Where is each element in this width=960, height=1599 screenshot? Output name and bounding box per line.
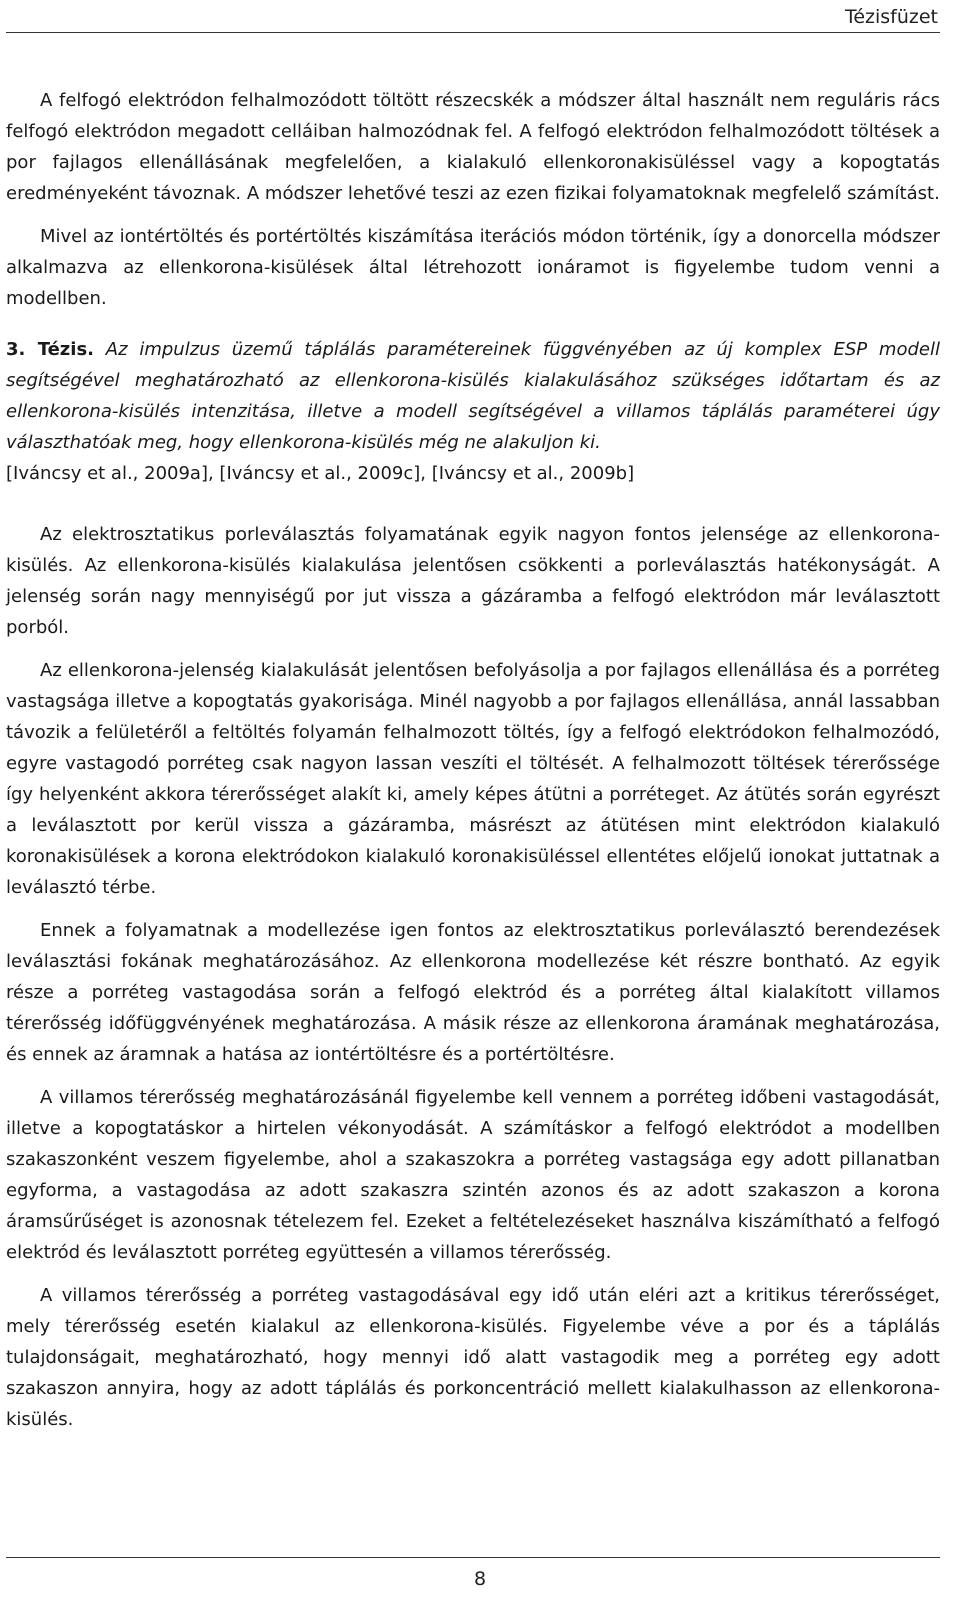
paragraph-3: Az elektrosztatikus porleválasztás folyamatának egyik nagyon fontos jelensége az ellenkorona-kisülés. Az ellenkorona-kisülés kialakulása jelentősen csökkenti a porleválasztás hatékonyságát. A jelenség során nagy mennyiségű por jut vissza a gázáramba a felfogó elektródon már leválasztott porból.: [6, 524, 940, 638]
page-content: [6, 85, 940, 1435]
paragraph-5: Ennek a folyamatnak a modellezése igen fontos az elektrosztatikus porleválasztó berendezések leválasztási fokának meghatározásához. Az ellenkorona modellezése két részre bontható. Az egyik része a porréteg vastagodása során a felfogó elektród és a porréteg által kialakított villamos térerősség időfüggvényének meghatározása. A másik része az ellenkorona áramának meghatározása, és ennek az áramnak a hatása az iontértöltésre és a portértöltésre.: [6, 920, 940, 1065]
header-rule: [6, 32, 940, 33]
thesis-block: [6, 334, 940, 489]
footer-rule: [6, 1557, 940, 1558]
paragraph-7: A villamos térerősség a porréteg vastagodásával egy idő után eléri azt a kritikus térerősséget, mely térerősség esetén kialakul az ellenkorona-kisülés. Figyelembe véve a por és a táplálás tulajdonságait, meghatározható, hogy mennyi idő alatt vastagodik meg a porréteg egy adott szakaszon annyira, hogy az adott táplálás és porkoncentráció mellett kialakulhasson az ellenkorona-kisülés.: [6, 1285, 940, 1430]
thesis-references: [Iváncsy et al., 2009a], [Iváncsy et al., 2009c], [Iváncsy et al., 2009b]: [6, 463, 635, 484]
paragraph-6: A villamos térerősség meghatározásánál figyelembe kell vennem a porréteg időbeni vastagodását, illetve a kopogtatáskor a hirtelen vékonyodását. A számításkor a felfogó elektródot a modellben szakaszonként veszem figyelembe, ahol a szakaszokra a porréteg vastagsága egy adott pillanatban egyforma, a vastagodása az adott szakaszra szintén azonos és az adott szakaszon a korona áramsűrűséget is azonosnak tételezem fel. Ezeket a feltételezéseket használva kiszámítható a felfogó elektród és leválasztott porréteg együttesén a villamos térerősség.: [6, 1087, 940, 1263]
page-number: 8: [473, 1568, 487, 1590]
thesis-statement: Az impulzus üzemű táplálás paramétereinek függvényében az új komplex ESP modell segítségével meghatározható az ellenkorona-kisülés kialakulásához szükséges időtartam és az ellenkorona-kisülés intenzitása, illetve a modell segítségével a villamos táplálás paraméterei úgy választhatóak meg, hogy ellenkorona-kisülés még ne alakuljon ki.: [6, 339, 940, 453]
paragraph-4: Az ellenkorona-jelenség kialakulását jelentősen befolyásolja a por fajlagos ellenállása és a porréteg vastagsága illetve a kopogtatás gyakorisága. Minél nagyobb a por fajlagos ellenállása, annál lassabban távozik a felületéről a feltöltés folyamán felhalmozott töltés, így a felfogó elektródokon felhalmozódó, egyre vastagodó porréteg csak nagyon lassan veszíti el töltését. A felhalmozott töltések térerőssége így helyenként akkora térerősséget alakít ki, amely képes átütni a porréteget. Az átütés során egyrészt a leválasztott por kerül vissza a gázáramba, másrészt az átütésen mint elektródon kialakuló koronakisülések a korona elektródokon kialakuló koronakisüléssel ellentétes előjelű ionokat juttatnak a leválasztó térbe.: [6, 660, 940, 898]
thesis-label: 3. Tézis.: [6, 339, 94, 360]
running-header-title: Tézisfüzet: [844, 6, 938, 28]
paragraph-1: A felfogó elektródon felhalmozódott töltött részecskék a módszer által használt nem reguláris rács felfogó elektródon megadott celláiban halmozódnak fel. A felfogó elektródon felhalmozódott töltések a por fajlagos ellenállásának megfelelően, a kialakuló ellenkoronakisüléssel vagy a kopogtatás eredményeként távoznak. A módszer lehetővé teszi az ezen fizikai folyamatoknak megfelelő számítást.: [6, 90, 940, 204]
paragraph-2: Mivel az iontértöltés és portértöltés kiszámítása iterációs módon történik, így a donorcella módszer alkalmazva az ellenkorona-kisülések által létrehozott ionáramot is figyelembe tudom venni a modellben.: [6, 226, 940, 309]
